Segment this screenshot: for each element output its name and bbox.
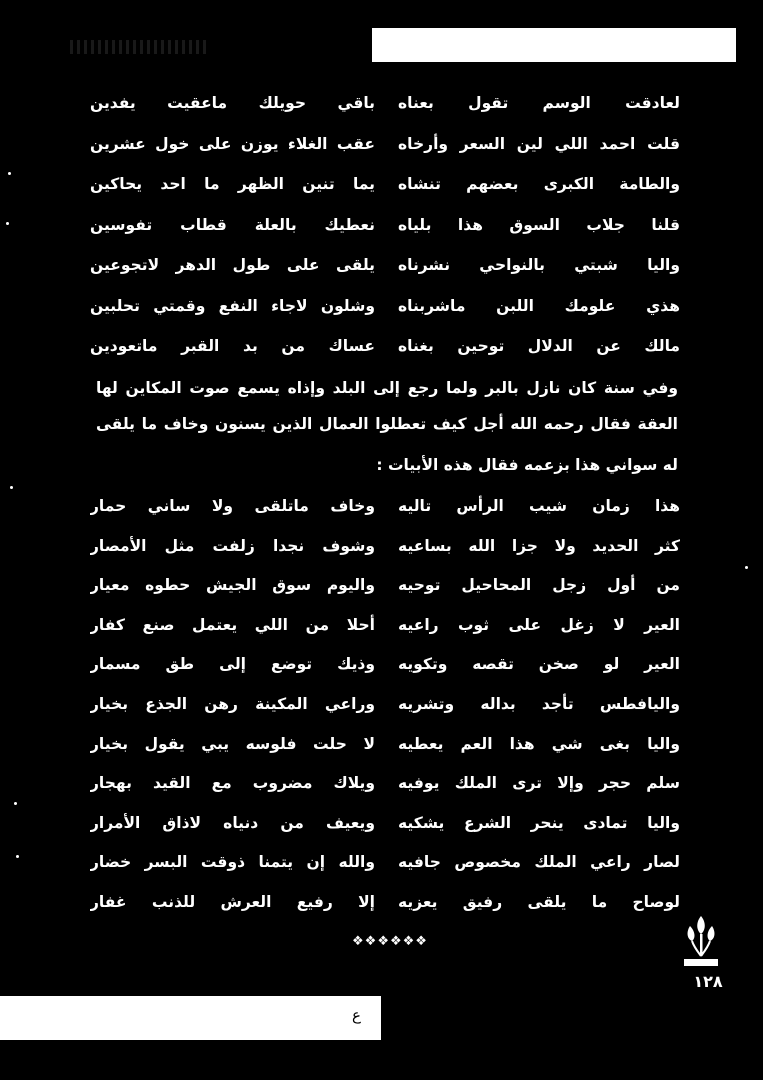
footer-mark: ع: [352, 1006, 361, 1024]
verse-row: [90, 649, 680, 679]
verse-first-hemistich: قلت احمد اللي لين السعر وأرخاه: [398, 134, 680, 153]
verse-second-hemistich: والله إن يتمنا ذوقت البسر خضار: [90, 853, 375, 872]
page-number: ١٢٨: [693, 972, 723, 991]
verse-second-hemistich: ويعيف من دنياه لاذاق الأمرار: [90, 813, 375, 832]
scan-speck: [10, 486, 13, 489]
verse-first-hemistich: العير لو صخن تقصه وتكويه: [398, 655, 680, 674]
verse-first-hemistich: هذا زمان شيب الرأس تاليه: [398, 497, 680, 515]
verse-second-hemistich: إلا رفيع العرش للذنب غفار: [90, 893, 375, 911]
verse-second-hemistich: يما تنين الظهر ما احد يحاكين: [90, 175, 375, 193]
scan-speck: [745, 566, 748, 569]
scan-speck: [14, 802, 17, 805]
verse-first-hemistich: هذي علومك اللبن ماشربناه: [398, 296, 680, 315]
verse-second-hemistich: أحلا من اللي يعتمل صنع كفار: [90, 615, 375, 634]
verse-row: [90, 610, 680, 640]
header-noise: [70, 40, 210, 54]
verse-row: [90, 570, 680, 600]
section-separator: ❖❖❖❖❖❖: [352, 934, 428, 949]
verse-second-hemistich: وخاف ماتلقى ولا ساني حمار: [90, 497, 375, 515]
verse-first-hemistich: سلم حجر وإلا ترى الملك يوفيه: [398, 774, 680, 793]
verse-row: [90, 169, 680, 199]
verse-second-hemistich: ويلاك مضروب مع القيد بهجار: [90, 774, 375, 793]
verse-first-hemistich: لعادقت الوسم تقول بعناه: [398, 94, 680, 112]
verse-first-hemistich: واليا بغى شي هذا العم يعطيه: [398, 734, 680, 753]
verse-first-hemistich: من أول زجل المحاحيل توحيه: [398, 576, 680, 595]
verse-second-hemistich: عقب الغلاء يوزن على خول عشرين: [90, 134, 375, 153]
scan-speck: [8, 172, 11, 175]
verse-first-hemistich: واليافطس تأجد بداله وتشريه: [398, 695, 680, 713]
prose-line: وفي سنة كان نازل بالبر ولما رجع إلى البلد وإذاه يسمع صوت المكاين لها: [96, 379, 678, 397]
verse-row: [90, 531, 680, 561]
verse-second-hemistich: عساك من بد القبر ماتعودين: [90, 337, 375, 355]
verse-second-hemistich: وذيك توضع إلى طق مسمار: [90, 655, 375, 674]
verse-row: [90, 729, 680, 759]
verse-row: [90, 331, 680, 361]
scan-speck: [16, 855, 19, 858]
verse-second-hemistich: نعطيك بالعلة قطاب تفوسين: [90, 215, 375, 234]
verse-row: [90, 129, 680, 159]
verse-first-hemistich: كثر الحديد ولا جزا الله بساعيه: [398, 536, 680, 555]
verse-first-hemistich: العير لا زغل على ثوب راعيه: [398, 615, 680, 634]
verse-first-hemistich: لوصاح ما يلقى رفيق يعزيه: [398, 893, 680, 911]
prose-line: العقة فقال رحمه الله أجل كيف تعطلوا العمال الذين يسنون وخاف ما يلقى: [96, 415, 678, 433]
verse-second-hemistich: لا حلت فلوسه يبي يقول بخيار: [90, 734, 375, 753]
verse-row: [90, 808, 680, 838]
prose-line: له سواني هذا بزعمه فقال هذه الأبيات :: [376, 456, 678, 474]
verse-first-hemistich: مالك عن الدلال توحين بغناه: [398, 337, 680, 355]
verse-row: [90, 847, 680, 877]
verse-second-hemistich: وراعي المكينة رهن الجذع بخيار: [90, 695, 375, 713]
verse-second-hemistich: وشوف نجدا زلفت مثل الأمصار: [90, 536, 375, 555]
verse-second-hemistich: يلقى على طول الدهر لاتجوعين: [90, 256, 375, 274]
verse-row: [90, 768, 680, 798]
verse-row: [90, 210, 680, 240]
verse-first-hemistich: واليا شبتي بالنواحي نشرناه: [398, 256, 680, 274]
verse-row: [90, 291, 680, 321]
verse-second-hemistich: واليوم سوق الجيش حطوه معيار: [90, 576, 375, 595]
tulip-ornament-icon: [680, 912, 722, 968]
verse-second-hemistich: وشلون لاجاء النفع وقمتي تحلبين: [90, 296, 375, 315]
verse-row: [90, 689, 680, 719]
verse-first-hemistich: قلنا جلاب السوق هذا بلياه: [398, 215, 680, 234]
footer-bar: [0, 996, 381, 1040]
verse-first-hemistich: لصار راعي الملك مخصوص جافيه: [398, 853, 680, 872]
verse-row: [90, 250, 680, 280]
verse-second-hemistich: باقي حويلك ماعقيت يفدين: [90, 94, 375, 112]
verse-first-hemistich: واليا تمادى ينحر الشرع يشكيه: [398, 813, 680, 832]
verse-row: [90, 887, 680, 917]
verse-row: [90, 491, 680, 521]
verse-row: [90, 88, 680, 118]
header-bar: [372, 28, 736, 62]
scan-speck: [6, 222, 9, 225]
verse-first-hemistich: والطامة الكبرى بعضهم تنشاه: [398, 175, 680, 193]
